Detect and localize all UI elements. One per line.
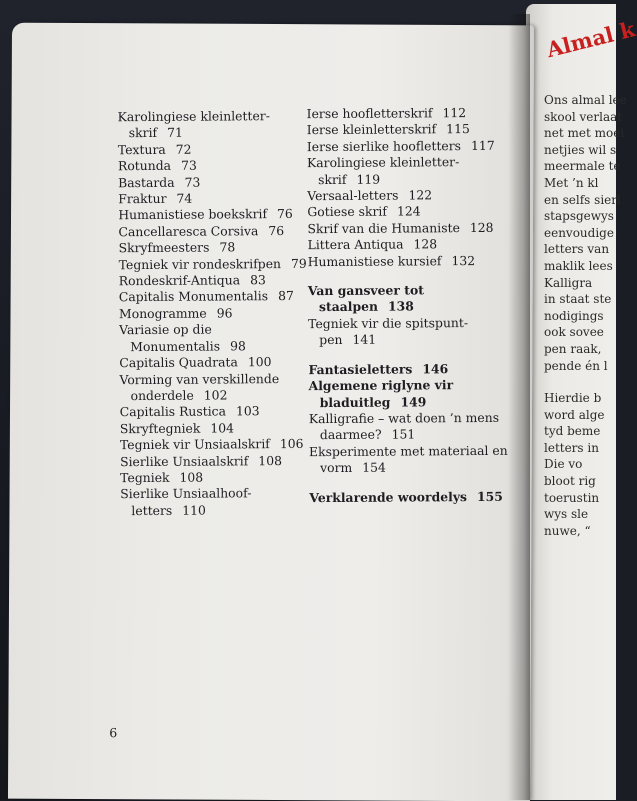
toc-entry-title: Textura [117,141,166,158]
toc-entry-page: 102 [203,387,228,403]
toc-entry-page: 87 [278,288,294,304]
toc-entry-title: Skryftegniek [119,420,201,436]
page-number: 6 [109,725,118,741]
toc-entry-page: 138 [387,298,414,315]
toc-entry-page: 79 [290,255,307,271]
facing-page-line: net met moei [544,126,625,141]
toc-entry-page: 155 [476,488,503,504]
toc-entry-page: 149 [400,393,427,410]
toc-entry-page: 78 [219,239,236,255]
toc-entry-title: Verklarende woordelys [309,488,468,505]
toc-entry-line [119,256,307,274]
facing-page-line: nodigings [544,308,604,323]
facing-page-line: ook sovee [544,325,604,340]
toc-entry-page: 128 [413,236,438,252]
toc-entry-line [118,223,306,241]
toc-entry-page: 108 [258,452,282,468]
facing-page-line: Met ’n kl [544,175,599,190]
toc-entry-page: 73 [180,157,197,173]
toc-entry-line [119,338,307,356]
toc-entry-page: 119 [356,171,381,187]
toc-entry-line [120,420,308,438]
toc-entry-line [120,502,308,520]
toc-entry-line [308,298,507,316]
toc-entry-title: Eksperimente met materiaal en [308,442,508,459]
toc-entry-line [307,220,506,238]
toc-entry-line [118,174,306,192]
facing-page [526,4,637,800]
toc-entry-title: daarmee? [319,426,382,443]
toc-entry-line [120,452,308,470]
toc-entry-line [118,206,306,224]
toc-entry-title: Littera Antiqua [307,236,404,253]
facing-page-line: letters van [544,242,610,257]
toc-entry-title: Algemene riglyne vir [308,377,454,394]
facing-page-line: word alge [544,407,605,422]
book-page [8,23,534,801]
toc-entry-line [120,403,308,421]
toc-entry-line [120,469,308,487]
facing-page-line: Kalligra [544,275,593,290]
toc-entry-title: Vorming van verskillende [119,370,280,387]
toc-entry-page: 76 [276,206,293,222]
facing-page-line: bloot rig [544,474,596,489]
toc-entry-line [120,485,308,503]
facing-page-line: tyd beme [544,424,601,439]
toc-entry-line [307,203,506,221]
toc-entry-page: 73 [184,174,201,190]
toc-entry-page: 76 [268,222,285,238]
toc-entry-line [120,387,308,405]
facing-page-line: Die vo [544,457,583,472]
facing-page-line: en selfs sierl [544,192,621,207]
toc-entry-line [118,141,306,159]
toc-entry-title: Van gansveer tot [307,282,424,299]
toc-entry-line [307,138,506,156]
toc-entry-line [308,252,507,270]
toc-entry-line [309,488,508,506]
facing-page-line: pen raak, [544,341,602,356]
toc-entry-page: 146 [422,360,449,377]
facing-page-line: eenvoudige [544,225,614,240]
toc-entry-page: 151 [391,426,416,442]
toc-entry-line [309,459,508,477]
toc-entry-title: Sierlike Unsiaalhoof- [120,485,252,502]
toc-entry-title: Cancellaresca Corsiva [118,223,259,240]
toc-entry-title: Ierse kleinletterskrif [306,121,437,138]
facing-page-line: nuwe, “ [544,523,591,538]
toc-entry-page: 141 [352,331,377,348]
toc-entry-title: Capitalis Monumentalis [118,288,269,305]
toc-entry-page: 72 [175,141,192,157]
toc-entry-line [308,360,507,378]
facing-page-line: maklik lees [544,258,613,273]
toc-entry-line [119,305,307,323]
toc-entry-line [307,121,506,139]
toc-entry-title: staalpen [318,299,379,315]
toc-column-left [118,108,309,519]
toc-entry-line [308,282,507,300]
facing-page-line: wys sle [544,507,589,522]
toc-entry-page: 117 [470,137,495,153]
toc-entry-title: Tegniek vir rondeskrifpen [118,255,282,272]
toc-entry-title: Variasie op die [119,321,212,338]
toc-entry-title: onderdele [130,387,194,404]
toc-entry-title: Monogramme [118,305,207,322]
facing-page-title: Almal k [544,16,637,63]
toc-entry-line [119,370,307,388]
toc-entry-title: letters [131,502,173,518]
toc-entry-title: Capitalis Rustica [119,403,227,420]
toc-entry-line [307,154,506,172]
facing-page-line: letters in [544,440,599,455]
toc-entry-page: 115 [446,121,470,137]
toc-entry-line [118,124,306,142]
toc-entry-title: Karolingiese kleinletter- [117,108,270,125]
toc-entry-title: bladuitleg [319,394,391,410]
facing-page-line [544,374,627,390]
toc-column-right [307,105,508,506]
toc-entry-page: 100 [247,354,272,370]
facing-page-line: Hierdie b [544,391,602,406]
toc-entry-page: 122 [408,187,433,203]
toc-entry-line [307,187,506,205]
toc-entry-title: pen [319,332,343,348]
toc-entry-page: 124 [396,203,421,219]
toc-entry-line [119,288,307,306]
facing-page-line: in staat ste [544,292,612,307]
facing-page-line: toerustin [544,490,600,505]
facing-page-line: stapsgewys [544,209,614,224]
toc-entry-title: Tegniek vir Unsiaalskrif [119,436,270,453]
toc-entry-title: Monumentalis [130,338,221,354]
toc-entry-line [119,321,307,339]
facing-page-text [544,92,627,539]
toc-entry-title: Capitalis Quadrata [119,354,238,371]
toc-entry-title: Skrif van die Humaniste [307,219,460,237]
toc-entry-title: Rondeskrif-Antiqua [118,272,241,289]
facing-page-line: skool verlaat [544,109,623,124]
toc-entry-title: Sierlike Unsiaalskrif [119,452,249,469]
toc-entry-title: skrif [128,125,158,141]
toc-entry-page: 98 [230,337,246,354]
toc-entry-page: 106 [279,436,304,452]
toc-entry-title: Kalligrafie – wat doen ’n mens [308,409,500,427]
toc-entry-page: 104 [210,420,235,436]
toc-entry-line [118,239,306,257]
facing-page-line: netjies wil s [544,142,617,157]
toc-entry-title: Skryfmeesters [118,239,210,256]
toc-entry-title: Versaal-letters [307,187,399,204]
toc-entry-line [309,393,508,411]
toc-entry-title: Tegniek [120,469,170,486]
facing-page-line: pende én l [544,358,608,373]
toc-entry-page: 128 [469,219,494,235]
toc-entry-line [120,436,308,454]
toc-entry-page: 132 [451,252,476,268]
toc-entry-line [308,315,507,333]
toc-entry-line [307,170,506,188]
toc-entry-title: Karolingiese kleinletter- [306,154,460,171]
toc-entry-line [309,443,508,461]
toc-entry-line [118,108,306,126]
toc-entry-title: Ierse sierlike hoofletters [306,137,462,154]
toc-entry-title: skrif [318,171,347,187]
toc-entry-line [118,157,306,175]
toc-entry-line [308,331,507,349]
toc-entry-title: Humanistiese boekskrif [118,206,268,223]
toc-entry-title: Fantasieletters [308,361,413,377]
toc-entry-page: 154 [362,459,386,475]
toc-entry-title: Gotiese skrif [307,204,388,220]
toc-entry-line [309,410,508,428]
toc-entry-line [309,377,508,395]
toc-entry-page: 71 [167,125,183,141]
toc-entry-page: 112 [442,105,467,121]
toc-entry-title: vorm [320,459,353,476]
toc-entry-page: 83 [250,272,266,288]
toc-entry-page: 108 [179,469,204,485]
toc-entry-page: 74 [176,190,193,206]
toc-entry-title: Bastarda [118,174,175,190]
toc-entry-line [309,426,508,444]
toc-entry-line [119,272,307,290]
toc-entry-page: 110 [182,502,206,518]
toc-entry-title: Tegniek vir die spitspunt- [308,314,469,332]
toc-entry-title: Fraktur [118,190,167,207]
facing-page-line: Ons almal lee [544,93,627,107]
toc-entry-title: Rotunda [117,158,172,174]
toc-entry-line [119,354,307,372]
toc-entry-line [118,190,306,208]
toc-entry-line [308,236,507,254]
toc-entry-page: 96 [216,305,233,321]
toc-entry-line [307,105,506,123]
book-gutter [508,14,530,800]
facing-page-line: meermale te [544,159,621,174]
toc-entry-title: Ierse hoofletterskrif [306,105,433,122]
toc-entry-page: 103 [235,403,260,419]
toc-entry-title: Humanistiese kursief [307,252,442,269]
